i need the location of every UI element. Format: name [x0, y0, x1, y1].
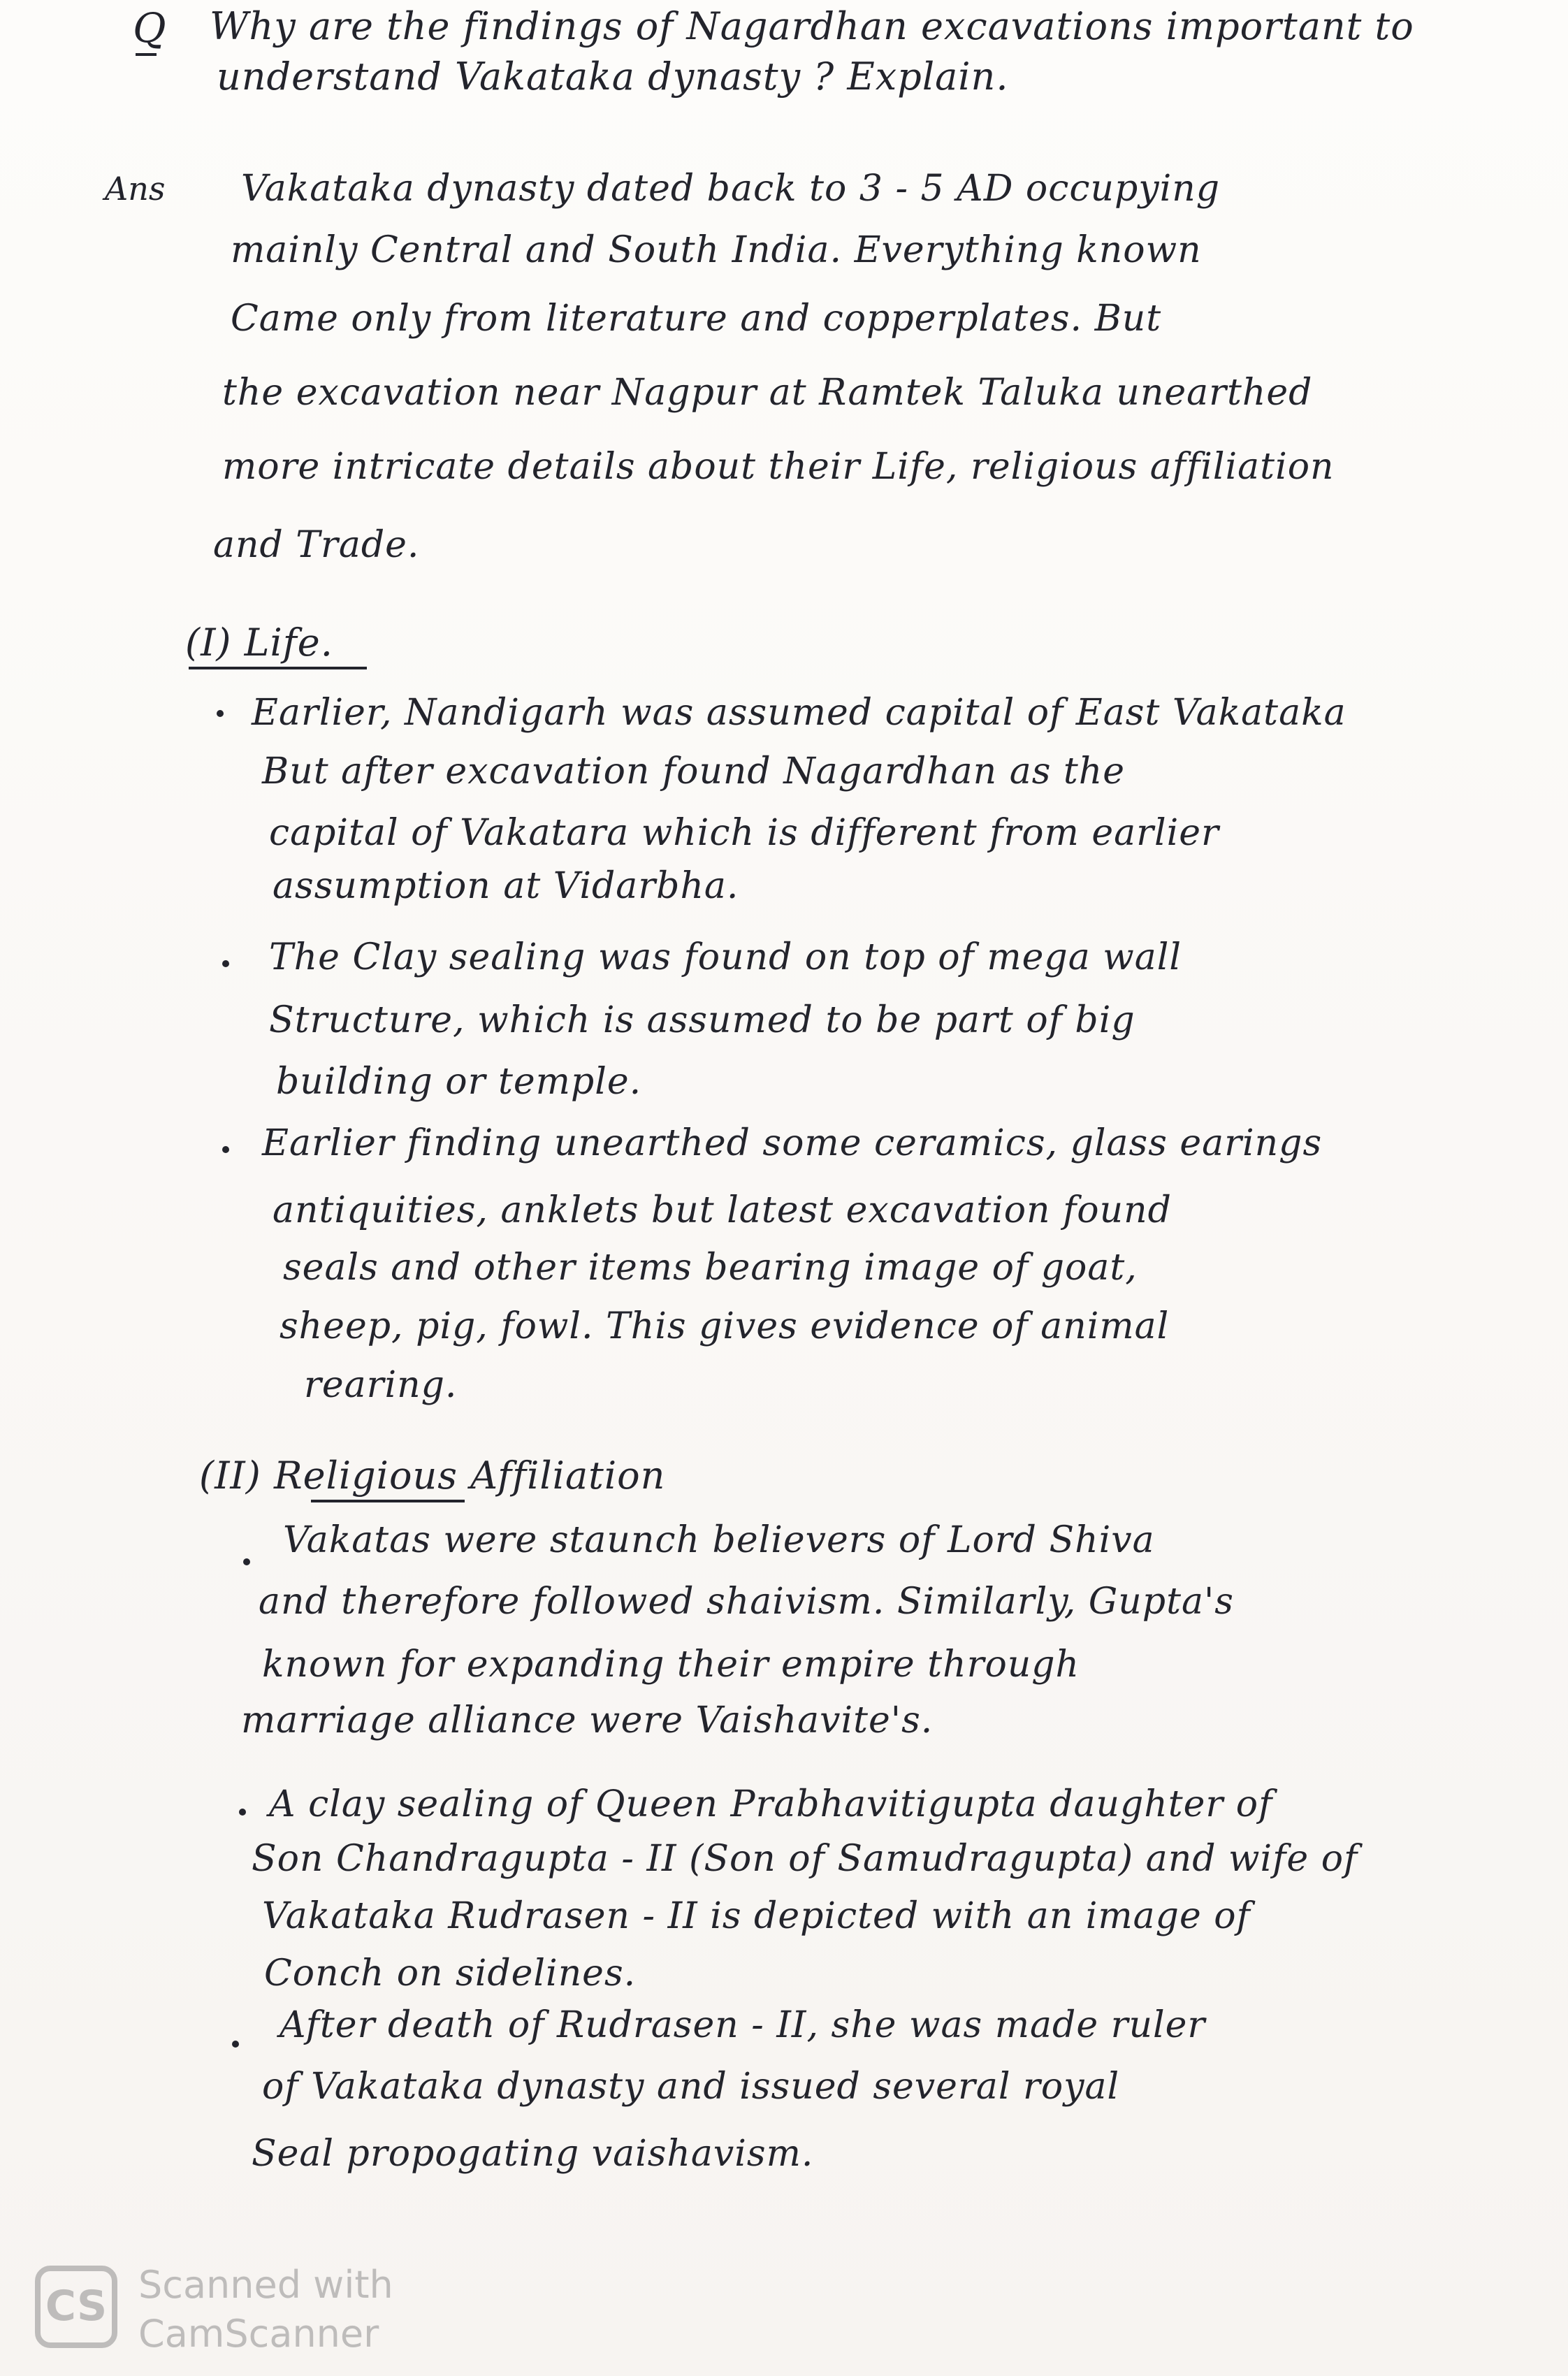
section1-bullet-3-line-1: Earlier finding unearthed some ceramics, glass earings — [262, 1122, 1323, 1164]
section1-bullet-1-line-3: capital of Vakatara which is different from earlier — [269, 812, 1219, 854]
section1-bullet-2-line-2: Structure, which is assumed to be part of big — [269, 999, 1135, 1041]
intro-line-2: mainly Central and South India. Everything known — [231, 229, 1202, 271]
section2-bullet-1-line-2: and therefore followed shaivism. Similarly, Gupta's — [259, 1581, 1234, 1623]
section2-bullet-1-dot — [243, 1558, 250, 1565]
question-marker: Q — [133, 4, 166, 52]
section1-bullet-3-line-4: sheep, pig, fowl. This gives evidence of animal — [280, 1305, 1170, 1347]
section2-bullet-3-line-3: Seal propogating vaishavism. — [252, 2133, 814, 2175]
camscanner-watermark — [21, 2257, 440, 2362]
section1-bullet-1-line-4: assumption at Vidarbha. — [273, 865, 739, 907]
section1-bullet-2-line-3: building or temple. — [276, 1061, 642, 1103]
intro-line-5: more intricate details about their Life, religious affiliation — [222, 446, 1335, 488]
watermark-line-1: Scanned with — [138, 2263, 393, 2307]
question-marker-underline — [136, 53, 157, 56]
section2-bullet-3-dot — [232, 2041, 239, 2048]
question-line-2: understand Vakataka dynasty ? Explain. — [217, 55, 1009, 99]
section2-bullet-2-line-2: Son Chandragupta - II (Son of Samudragupta) and wife of — [252, 1838, 1358, 1880]
section2-bullet-2-line-4: Conch on sidelines. — [264, 1953, 637, 1994]
question-line-1: Why are the findings of Nagardhan excavations important to — [210, 4, 1414, 48]
section2-bullet-2-line-1: A clay sealing of Queen Prabhavitigupta daughter of — [269, 1783, 1273, 1825]
section1-heading-underline — [189, 667, 367, 669]
section2-bullet-1-line-3: known for expanding their empire through — [262, 1644, 1080, 1686]
section1-bullet-2-dot — [222, 960, 229, 967]
intro-line-3: Came only from literature and copperplates. But — [231, 298, 1162, 340]
section1-heading: (I) Life. — [185, 621, 333, 665]
camscanner-logo-icon: CS — [35, 2266, 117, 2348]
section2-bullet-2-line-3: Vakataka Rudrasen - II is depicted with an image of — [262, 1895, 1251, 1937]
section2-bullet-2-dot — [239, 1809, 246, 1816]
section2-heading-underline — [311, 1500, 465, 1502]
watermark-line-2: CamScanner — [138, 2312, 379, 2356]
intro-line-4: the excavation near Nagpur at Ramtek Taluka unearthed — [222, 372, 1313, 414]
section1-bullet-3-line-3: seals and other items bearing image of goat, — [283, 1247, 1138, 1289]
intro-line-1: Vakataka dynasty dated back to 3 - 5 AD occupying — [241, 168, 1221, 210]
section1-bullet-1-line-1: Earlier, Nandigarh was assumed capital of East Vakataka — [252, 692, 1346, 734]
intro-line-6: and Trade. — [213, 524, 420, 566]
answer-label: Ans — [105, 170, 166, 208]
section1-bullet-3-dot — [222, 1146, 229, 1153]
section2-bullet-3-line-1: After death of Rudrasen - II, she was made ruler — [280, 2004, 1206, 2046]
section1-bullet-1-line-2: But after excavation found Nagardhan as the — [262, 751, 1126, 792]
section1-bullet-3-line-2: antiquities, anklets but latest excavation found — [273, 1189, 1172, 1231]
section2-bullet-3-line-2: of Vakataka dynasty and issued several royal — [262, 2066, 1120, 2108]
section1-bullet-3-line-5: rearing. — [304, 1364, 458, 1406]
section1-bullet-1-dot — [217, 710, 224, 717]
section2-bullet-1-line-1: Vakatas were staunch believers of Lord Shiva — [283, 1519, 1155, 1561]
section1-bullet-2-line-1: The Clay sealing was found on top of mega wall — [269, 936, 1182, 978]
section2-heading: (II) Religious Affiliation — [199, 1454, 666, 1498]
section2-bullet-1-line-4: marriage alliance were Vaishavite's. — [241, 1700, 934, 1741]
